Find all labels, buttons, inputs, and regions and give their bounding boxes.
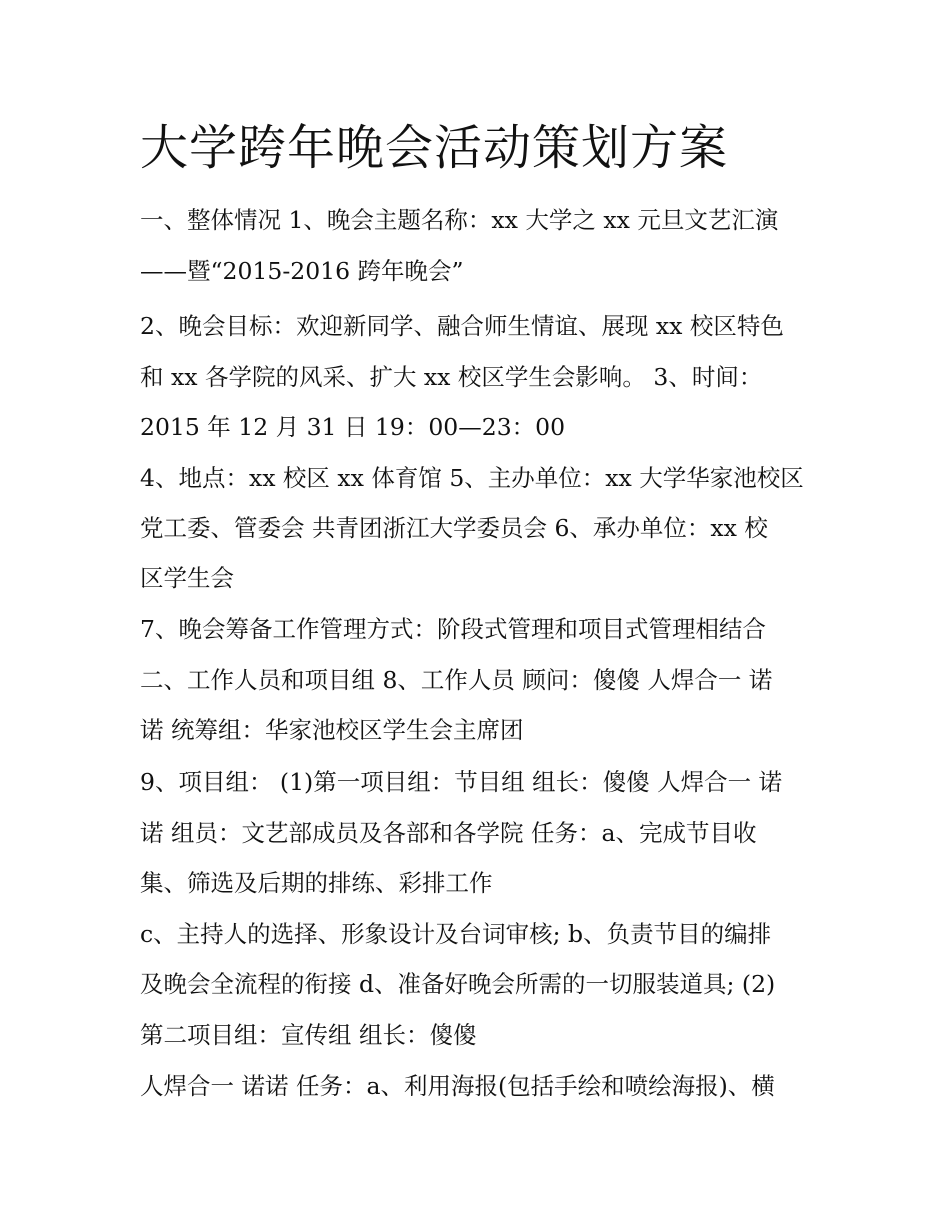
body-line: 集、筛选及后期的排练、彩排工作 bbox=[140, 869, 493, 897]
body-line: 诺 统筹组：华家池校区学生会主席团 bbox=[140, 716, 524, 744]
body-line: 9、项目组： (1)第一项目组：节目组 组长：傻傻 人焊合一 诺 bbox=[140, 768, 783, 796]
body-line: 一、整体情况 1、晚会主题名称：xx 大学之 xx 元旦文艺汇演 bbox=[140, 206, 779, 234]
body-line: 2015 年 12 月 31 日 19：00—23：00 bbox=[140, 413, 566, 441]
body-line: 和 xx 各学院的风采、扩大 xx 校区学生会影响。 3、时间： bbox=[140, 363, 763, 391]
body-line: 2、晚会目标：欢迎新同学、融合师生情谊、展现 xx 校区特色 bbox=[140, 312, 784, 340]
body-line: 4、地点：xx 校区 xx 体育馆 5、主办单位：xx 大学华家池校区 bbox=[140, 464, 804, 492]
body-line: 及晚会全流程的衔接 d、准备好晚会所需的一切服装道具; (2) bbox=[140, 970, 776, 998]
body-line: ——暨“2015-2016 跨年晚会” bbox=[140, 257, 464, 285]
document-title: 大学跨年晚会活动策划方案 bbox=[140, 120, 729, 176]
body-line: 第二项目组：宣传组 组长：傻傻 bbox=[140, 1021, 477, 1049]
body-line: 人焊合一 诺诺 任务：a、利用海报(包括手绘和喷绘海报)、横 bbox=[140, 1072, 775, 1100]
body-line: 7、晚会筹备工作管理方式：阶段式管理和项目式管理相结合 bbox=[140, 615, 766, 643]
body-line: 诺 组员：文艺部成员及各部和各学院 任务：a、完成节目收 bbox=[140, 819, 757, 847]
body-line: 区学生会 bbox=[140, 564, 234, 592]
body-line: 党工委、管委会 共青团浙江大学委员会 6、承办单位：xx 校 bbox=[140, 514, 768, 542]
body-line: 二、工作人员和项目组 8、工作人员 顾问：傻傻 人焊合一 诺 bbox=[140, 666, 773, 694]
body-line: c、主持人的选择、形象设计及台词审核; b、负责节目的编排 bbox=[140, 920, 772, 948]
